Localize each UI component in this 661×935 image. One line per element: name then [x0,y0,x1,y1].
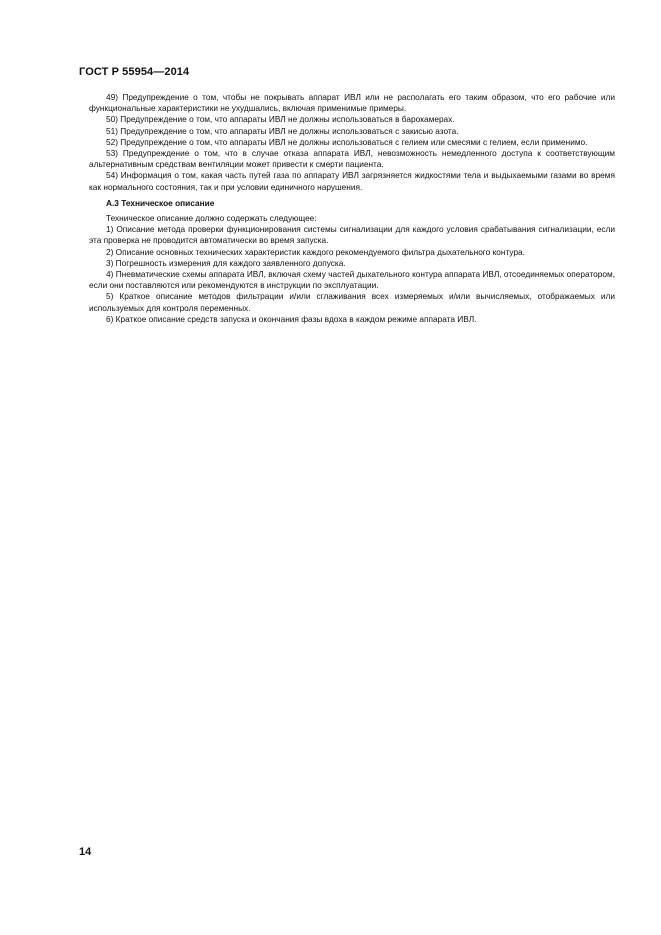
section-item-5: 5) Краткое описание методов фильтрации и/или сглаживания всех измеряемых и/или вычисляемых, отображаемых или используемых для контроля переменных. [89,291,615,313]
section-intro: Техническое описание должно содержать следующее: [106,213,317,224]
paragraph-53: 53) Предупреждение о том, что в случае отказа аппарата ИВЛ, невозможность немедленного доступа к соответствующим альтернативным средствам вентиляции может привести к смерти пациента. [89,148,615,170]
document-header: ГОСТ Р 55954—2014 [79,66,190,78]
section-item-2: 2) Описание основных технических характеристик каждого рекомендуемого фильтра дыхательного контура. [106,246,525,257]
section-title: А.3 Техническое описание [106,197,215,208]
page-number: 14 [79,846,92,858]
section-item-1: 1) Описание метода проверки функционирования системы сигнализации для каждого условия срабатывания сигнализации, если эта проверка не проводится автоматически во время запуска. [89,224,615,246]
document-body [89,92,615,325]
paragraph-51: 51) Предупреждение о том, что аппараты ИВЛ не должны использоваться с закисью азота. [106,125,459,136]
paragraph-52: 52) Предупреждение о том, что аппараты ИВЛ не должны использоваться с гелием или смесями с гелием, если применимо. [106,136,588,147]
section-item-4: 4) Пневматические схемы аппарата ИВЛ, включая схему частей дыхательного контура аппарата ИВЛ, отсоединяемых оператором, если они поставляются или рекомендуются в инструкции по эксплуатации. [89,269,615,291]
paragraph-54: 54) Информация о том, какая часть путей газа по аппарату ИВЛ загрязняется жидкостями тела и выдыхаемыми газами во время как нормального состояния, так и при условии единичного нарушения. [89,170,615,192]
section-item-6: 6) Краткое описание средств запуска и окончания фазы вдоха в каждом режиме аппарата ИВЛ. [106,313,477,324]
paragraph-50: 50) Предупреждение о том, что аппараты ИВЛ не должны использоваться в барокамерах. [106,114,455,125]
paragraph-49: 49) Предупреждение о том, чтобы не покрывать аппарат ИВЛ или не располагать его таким образом, что его рабочие или функциональные характеристики не ухудшались, включая применимые примеры. [89,92,615,114]
section-item-3: 3) Погрешность измерения для каждого заявленного допуска. [106,257,346,268]
